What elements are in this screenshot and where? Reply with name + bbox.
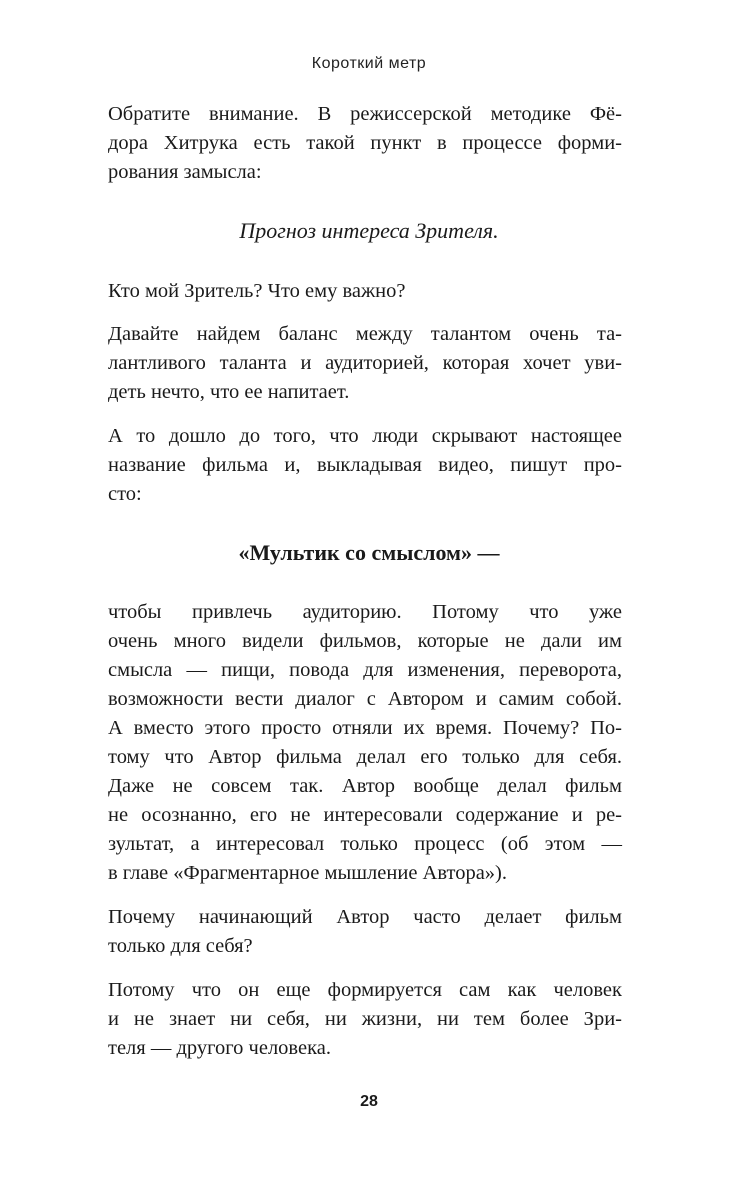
page-number: 28 xyxy=(360,1093,378,1110)
text-line: Давайте найдем баланс между талантом очень та- xyxy=(108,323,622,345)
paragraph-2 xyxy=(108,277,622,306)
italic-quote: Прогноз интереса Зрителя. xyxy=(239,218,499,243)
paragraph-3 xyxy=(108,320,622,407)
text-line: лантливого таланта и аудиторией, которая хочет уви- xyxy=(108,352,622,374)
text-line: тому что Автор фильма делал его только для себя. xyxy=(108,746,622,768)
running-header: Короткий метр xyxy=(311,55,427,72)
text-line: название фильма и, выкладывая видео, пишут про- xyxy=(108,454,622,476)
text-line: в главе «Фрагментарное мышление Автора»). xyxy=(108,862,507,884)
text-line: очень много видели фильмов, которые не дали им xyxy=(108,630,622,652)
bold-quote: «Мультик со смыслом» — xyxy=(238,540,500,565)
text-line: возможности вести диалог с Автором и самим собой. xyxy=(108,688,622,710)
text-line: Даже не совсем так. Автор вообще делал фильм xyxy=(108,775,622,797)
paragraph-1 xyxy=(108,100,622,187)
text-line: рования замысла: xyxy=(108,161,262,183)
paragraph-6 xyxy=(108,903,622,961)
text-line: не осознанно, его не интересовали содержание и ре- xyxy=(108,804,622,826)
text-line: Кто мой Зритель? Что ему важно? xyxy=(108,280,406,302)
paragraph-5 xyxy=(108,598,622,888)
text-line: чтобы привлечь аудиторию. Потому что уже xyxy=(108,601,622,623)
text-line: и не знает ни себя, ни жизни, ни тем более Зри- xyxy=(108,1008,622,1030)
text-line: дора Хитрука есть такой пункт в процессе форми- xyxy=(108,132,622,154)
text-line: Обратите внимание. В режиссерской методике Фё- xyxy=(108,103,622,125)
text-line: А вместо этого просто отняли их время. Почему? По- xyxy=(108,717,622,739)
text-line: А то дошло до того, что люди скрывают настоящее xyxy=(108,425,622,447)
text-line: зультат, а интересовал только процесс (об этом — xyxy=(108,833,622,855)
text-line: смысла — пищи, повода для изменения, переворота, xyxy=(108,659,622,681)
text-line: теля — другого человека. xyxy=(108,1037,331,1059)
text-line: Почему начинающий Автор часто делает фильм xyxy=(108,906,622,928)
text-line: сто: xyxy=(108,483,142,505)
paragraph-7 xyxy=(108,976,622,1063)
text-line: только для себя? xyxy=(108,935,253,957)
paragraph-4 xyxy=(108,422,622,509)
text-line: Потому что он еще формируется сам как человек xyxy=(108,979,622,1001)
text-line: деть нечто, что ее напитает. xyxy=(108,381,350,403)
